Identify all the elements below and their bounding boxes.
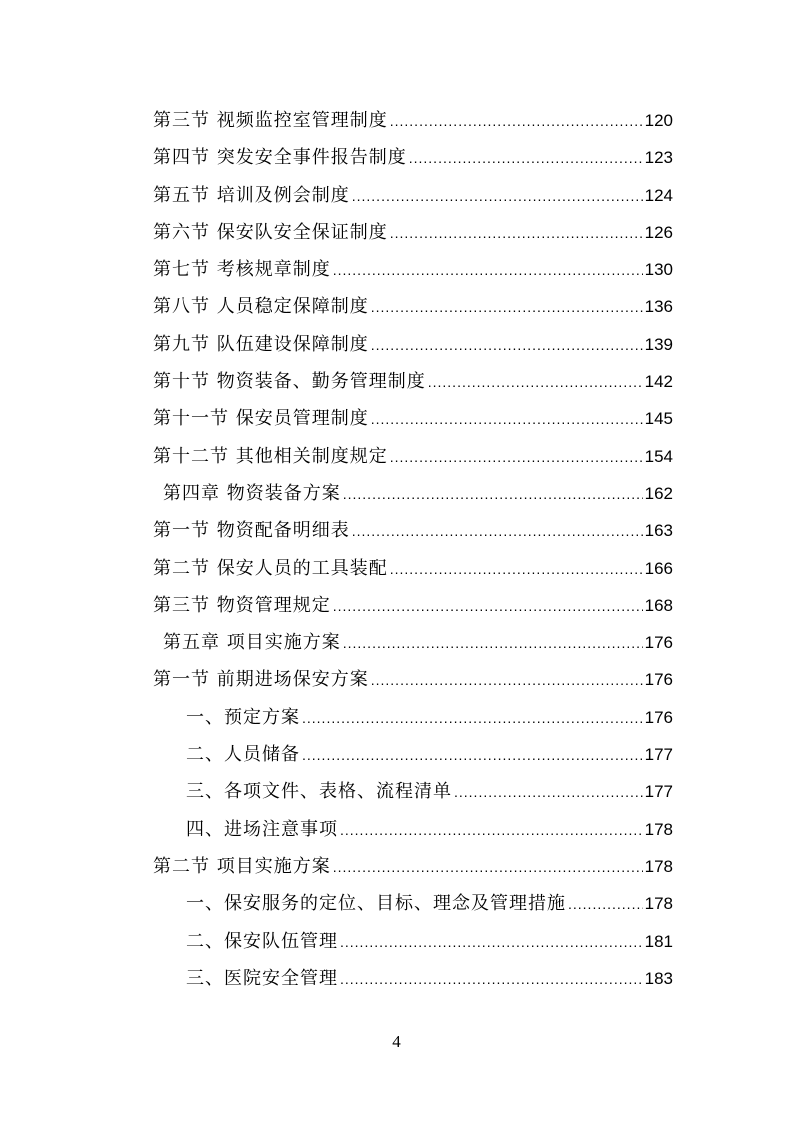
toc-entry[interactable] — [153, 960, 673, 997]
dot-leader — [390, 551, 643, 588]
dot-leader — [428, 364, 643, 401]
toc-entry-page-number: 142 — [644, 372, 673, 392]
toc-entry[interactable] — [153, 139, 673, 176]
toc-entry-page-number: 163 — [644, 521, 673, 541]
dot-leader — [568, 886, 643, 923]
page-number: 4 — [392, 1032, 401, 1051]
toc-entry-page-number: 130 — [644, 260, 673, 280]
toc-entry-label: 第四章 物资装备方案 — [163, 482, 341, 504]
toc-entry[interactable] — [153, 475, 673, 512]
toc-entry-label: 第二节 项目实施方案 — [153, 855, 331, 877]
toc-entry[interactable] — [153, 550, 673, 587]
dot-leader — [333, 849, 643, 886]
dot-leader — [340, 812, 643, 849]
dot-leader — [352, 513, 643, 550]
dot-leader — [302, 700, 643, 737]
toc-entry-label: 四、进场注意事项 — [186, 818, 338, 840]
dot-leader — [371, 401, 643, 438]
dot-leader — [390, 215, 643, 252]
toc-entry-label: 第十二节 其他相关制度规定 — [153, 445, 388, 467]
toc-entry[interactable] — [153, 587, 673, 624]
toc-entry-page-number: 120 — [644, 111, 673, 130]
toc-entry[interactable] — [153, 326, 673, 363]
dot-leader — [371, 289, 643, 326]
toc-entry-page-number: 154 — [644, 446, 673, 466]
toc-entry[interactable] — [153, 438, 673, 475]
toc-entry-page-number: 177 — [644, 745, 673, 765]
toc-entry-page-number: 176 — [644, 633, 673, 653]
dot-leader — [343, 625, 643, 662]
toc-entry-page-number: 124 — [644, 185, 673, 205]
dot-leader — [352, 178, 643, 215]
dot-leader — [409, 140, 643, 177]
toc-entry[interactable] — [153, 773, 673, 810]
toc-entry-page-number: 177 — [644, 782, 673, 802]
toc-entry-page-number: 181 — [644, 931, 673, 951]
toc-entry-page-number: 176 — [644, 670, 673, 690]
toc-entry-label: 三、医院安全管理 — [186, 967, 338, 989]
toc-entry[interactable] — [153, 923, 673, 960]
toc-entry-page-number: 139 — [644, 334, 673, 354]
toc-entry-label: 一、保安服务的定位、目标、理念及管理措施 — [186, 893, 566, 915]
toc-entry-label: 第九节 队伍建设保障制度 — [153, 333, 369, 355]
toc-entry[interactable] — [153, 661, 673, 698]
toc-entry-page-number: 136 — [644, 297, 673, 317]
toc-entry-page-number: 123 — [644, 148, 673, 168]
toc-entry[interactable] — [153, 848, 673, 885]
toc-entry[interactable] — [153, 363, 673, 400]
toc-entry-label: 第二节 保安人员的工具装配 — [153, 557, 388, 579]
dot-leader — [302, 737, 643, 774]
toc-entry-label: 第八节 人员稳定保障制度 — [153, 296, 369, 318]
toc-entry[interactable] — [153, 624, 673, 661]
dot-leader — [390, 439, 643, 476]
toc-entry[interactable] — [153, 288, 673, 325]
dot-leader — [454, 774, 643, 811]
toc-entry-label: 第四节 突发安全事件报告制度 — [153, 147, 407, 169]
toc-entry[interactable] — [153, 512, 673, 549]
toc-entry-label: 一、预定方案 — [186, 706, 300, 728]
toc-entry-page-number: 166 — [644, 558, 673, 578]
toc-entry[interactable] — [153, 736, 673, 773]
table-of-contents — [153, 102, 673, 997]
toc-entry-label: 第七节 考核规章制度 — [153, 259, 331, 281]
toc-entry-label: 第三节 视频监控室管理制度 — [153, 110, 388, 131]
dot-leader — [343, 476, 643, 513]
toc-entry-page-number: 183 — [644, 968, 673, 988]
dot-leader — [333, 588, 643, 625]
toc-entry-label: 二、人员储备 — [186, 744, 300, 766]
toc-entry[interactable] — [153, 177, 673, 214]
toc-entry-label: 第六节 保安队安全保证制度 — [153, 221, 388, 243]
toc-entry[interactable] — [153, 102, 673, 139]
toc-entry-page-number: 145 — [644, 409, 673, 429]
toc-entry-label: 第五节 培训及例会制度 — [153, 184, 350, 206]
toc-entry[interactable] — [153, 885, 673, 922]
toc-entry[interactable] — [153, 811, 673, 848]
dot-leader — [340, 924, 643, 961]
toc-entry-page-number: 178 — [644, 819, 673, 839]
dot-leader — [340, 961, 643, 998]
toc-entry-label: 第一节 物资配备明细表 — [153, 520, 350, 542]
dot-leader — [371, 662, 643, 699]
toc-entry-label: 二、保安队伍管理 — [186, 930, 338, 952]
toc-entry-page-number: 178 — [644, 856, 673, 876]
toc-entry-label: 三、各项文件、表格、流程清单 — [186, 781, 452, 803]
dot-leader — [371, 327, 643, 364]
toc-entry-label: 第一节 前期进场保安方案 — [153, 669, 369, 691]
toc-entry-label: 第十节 物资装备、勤务管理制度 — [153, 371, 426, 393]
toc-entry-page-number: 178 — [644, 894, 673, 914]
toc-entry-label: 第五章 项目实施方案 — [163, 632, 341, 654]
toc-entry[interactable] — [153, 251, 673, 288]
toc-entry-label: 第十一节 保安员管理制度 — [153, 408, 369, 430]
dot-leader — [390, 103, 643, 140]
toc-entry-page-number: 162 — [644, 483, 673, 503]
toc-entry[interactable] — [153, 699, 673, 736]
toc-entry[interactable] — [153, 214, 673, 251]
dot-leader — [333, 252, 643, 289]
toc-entry[interactable] — [153, 400, 673, 437]
toc-entry-page-number: 168 — [644, 595, 673, 615]
toc-entry-page-number: 176 — [644, 707, 673, 727]
toc-entry-page-number: 126 — [644, 222, 673, 242]
toc-entry-label: 第三节 物资管理规定 — [153, 594, 331, 616]
